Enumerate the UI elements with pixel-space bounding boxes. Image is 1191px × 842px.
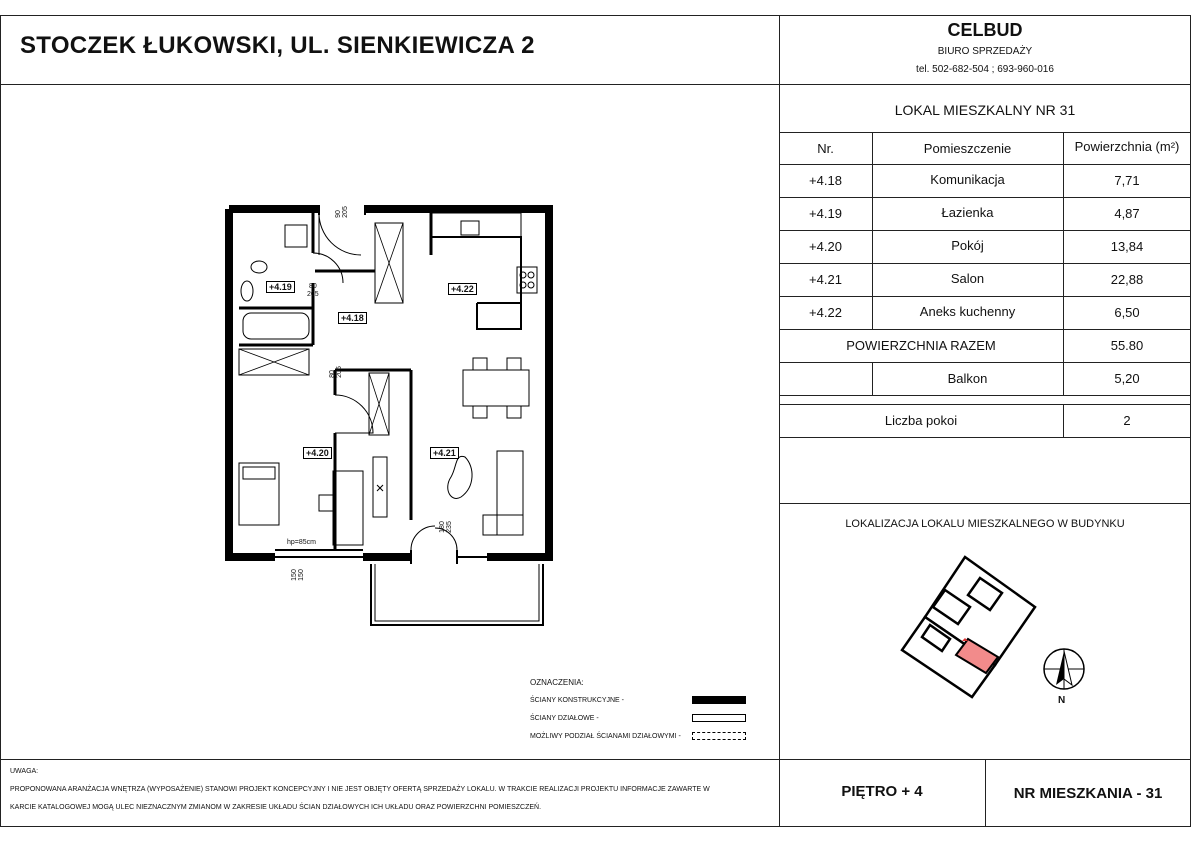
- row-area: 7,71: [1114, 173, 1140, 188]
- legend-possible-swatch: [692, 732, 746, 740]
- company-name: CELBUD: [947, 20, 1023, 40]
- note-line-2: KARCIE KATALOGOWEJ MOGĄ ULEC NIEZNACZNYM ZMIANOM W ZAKRESIE UKŁADU ŚCIAN DZIAŁOWYCH ICH UKŁADU ORAZ POWIERZCHNI POMIESZCZEŃ.: [10, 804, 542, 811]
- total-label: POWIERZCHNIA RAZEM: [846, 338, 996, 353]
- row-room: Aneks kuchenny: [919, 304, 1016, 319]
- row-area: 22,88: [1110, 272, 1144, 287]
- col-header-room: Pomieszczenie: [923, 141, 1012, 156]
- north-label: N: [1058, 695, 1066, 706]
- floor-label: PIĘTRO + 4: [841, 783, 923, 800]
- room-tag-420: +4.20: [303, 447, 332, 459]
- row-nr: +4.21: [809, 272, 842, 287]
- row-room: Komunikacja: [930, 172, 1005, 187]
- row-area: 4,87: [1114, 206, 1140, 221]
- row-nr: +4.19: [809, 206, 842, 221]
- window-sill-height: hp=85cm: [287, 539, 316, 546]
- balcony-label: Balkon: [947, 371, 988, 386]
- rooms-count-label: Liczba pokoi: [884, 413, 958, 428]
- room-tag-421: +4.21: [430, 447, 459, 459]
- header-divider: [0, 84, 1191, 85]
- legend-structural-swatch: [692, 696, 746, 704]
- legend-item: MOŻLIWY PODZIAŁ ŚCIANAMI DZIAŁOWYMI -: [530, 733, 681, 740]
- legend-item: ŚCIANY DZIAŁOWE -: [530, 715, 599, 722]
- floor-plan: [225, 195, 555, 635]
- door-dim: 80 205: [307, 283, 319, 298]
- row-room: Łazienka: [941, 205, 994, 220]
- row-nr: +4.18: [809, 173, 842, 188]
- legend-title: OZNACZENIA:: [530, 678, 584, 687]
- total-value: 55.80: [1110, 338, 1144, 353]
- window-dim: 150 150: [290, 569, 305, 581]
- footer-divider: [0, 759, 1191, 760]
- location-title: LOKALIZACJA LOKALU MIESZKALNEGO W BUDYNKU: [845, 518, 1125, 530]
- unit-title: LOKAL MIESZKALNY NR 31: [894, 102, 1076, 118]
- room-tag-419: +4.19: [266, 281, 295, 293]
- note-line-1: PROPONOWANA ARANŻACJA WNĘTRZA (WYPOSAŻENIE) STANOWI PROJEKT KONCEPCYJNY I NIE JEST OBJĘTY OFERTĄ SPRZEDAŻY LOKALU. W TRAKCIE REALIZACJI PROJEKTU INFORMACJE ZAWARTE W: [10, 786, 710, 793]
- page-title: STOCZEK ŁUKOWSKI, UL. SIENKIEWICZA 2: [20, 32, 535, 59]
- col-header-nr: Nr.: [817, 141, 834, 156]
- row-nr: +4.20: [809, 239, 842, 254]
- row-room: Salon: [950, 271, 985, 286]
- row-area: 13,84: [1110, 239, 1144, 254]
- rooms-count-value: 2: [1123, 413, 1131, 428]
- row-nr: +4.22: [809, 305, 842, 320]
- room-tag-418: +4.18: [338, 312, 367, 324]
- note-label: UWAGA:: [10, 768, 39, 775]
- door-dim: 180 235: [438, 521, 453, 533]
- frame-bottom: [0, 826, 1191, 827]
- row-room: Pokój: [951, 238, 984, 253]
- legend-partition-swatch: [692, 714, 746, 722]
- frame-top: [0, 15, 1191, 16]
- door-dim: 90 205: [334, 206, 349, 218]
- phone-numbers: tel. 502-682-504 ; 693-960-016: [916, 64, 1054, 75]
- door-dim: 80 205: [328, 366, 343, 378]
- col-header-area: Powierzchnia (m²): [1074, 139, 1180, 154]
- room-tag-422: +4.22: [448, 283, 477, 295]
- balcony-value: 5,20: [1114, 371, 1140, 386]
- unit-number-label: NR MIESZKANIA - 31: [1013, 785, 1163, 802]
- legend-item: ŚCIANY KONSTRUKCYJNE -: [530, 697, 624, 704]
- sales-office: BIURO SPRZEDAŻY: [937, 46, 1033, 57]
- frame-left: [0, 15, 1, 827]
- row-area: 6,50: [1114, 305, 1140, 320]
